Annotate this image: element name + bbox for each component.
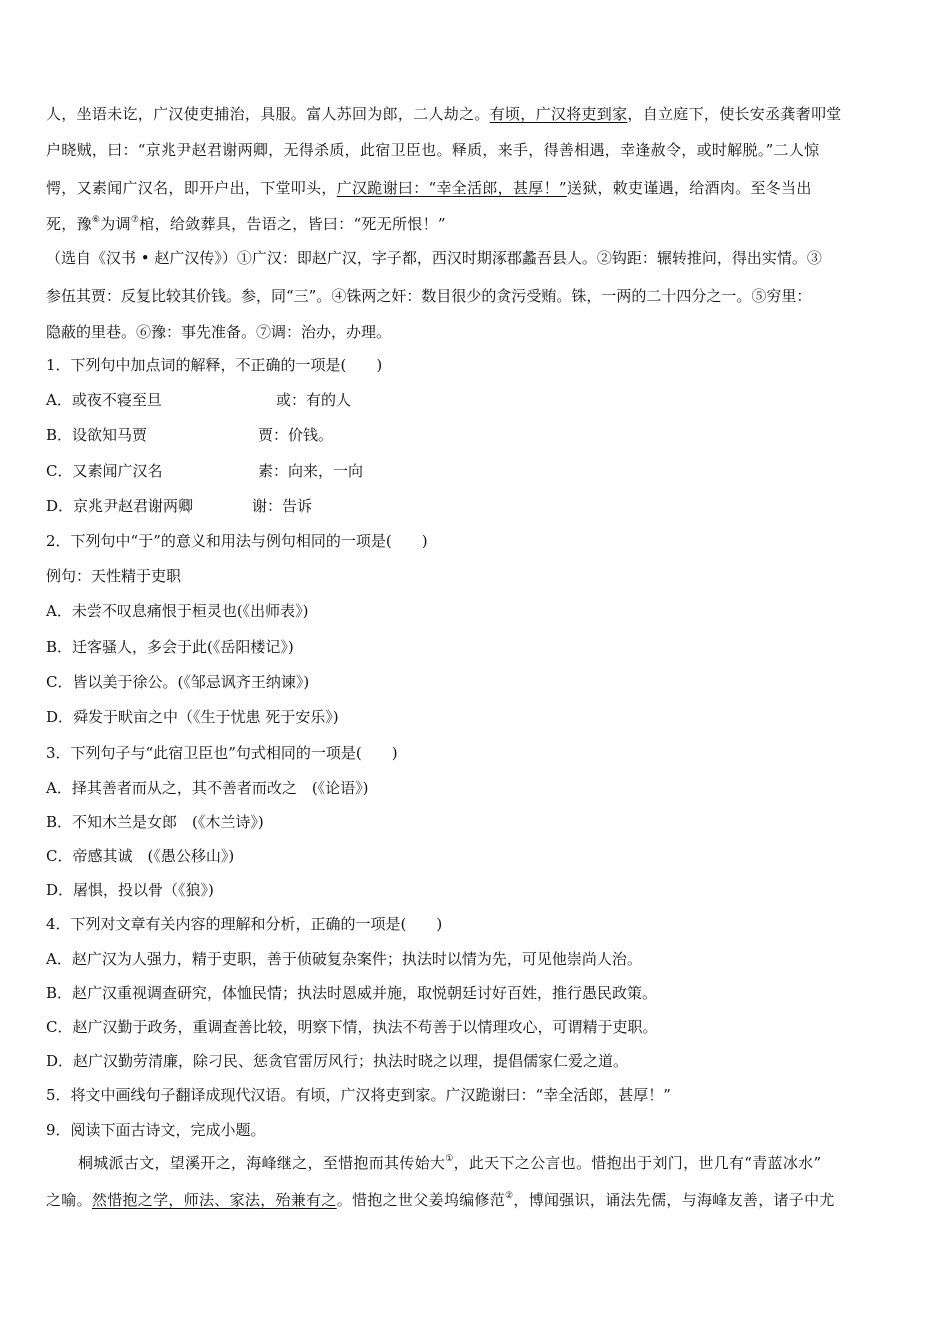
passage-text: ，自立庭下，使长安丞龚奢叩堂 <box>627 105 842 123</box>
notes-line-3: 隐蔽的里巷。⑥豫：事先准备。⑦调：治办，办理。 <box>46 323 392 341</box>
q3-option-c: C．帝感其诚 (《愚公移山》) <box>46 847 235 865</box>
passage-text: 送狱，敕吏谨遇，给酒肉。至冬当出 <box>566 179 812 197</box>
question-2-stem: 2．下列句中“于”的意义和用法与例句相同的一项是( ) <box>46 532 428 550</box>
passage-text: 之喻。 <box>46 1191 92 1209</box>
notes-line-1: （选自《汉书 • 赵广汉传》）①广汉：即赵广汉，字子都，西汉时期涿郡蠡吾县人。②钩距：辗转推问，得出实情。③ <box>46 249 822 267</box>
q1-option-d-gloss: 谢：告诉 <box>252 497 313 515</box>
q2-option-c: C．皆以美于徐公。(《邹忌讽齐王纳谏》) <box>46 673 310 691</box>
q4-option-c: C．赵广汉勤于政务，重调查善比较，明察下情，执法不苟善于以情理攻心，可谓精于吏职。 <box>46 1018 658 1036</box>
q1-option-c-gloss: 素：向来，一向 <box>258 462 364 480</box>
passage-text: 。惜抱之世父姜坞编修范 <box>336 1191 506 1209</box>
underlined-sentence: 有顷，广汉将吏到家 <box>489 105 628 123</box>
q4-option-d: D．赵广汉勤劳清廉，除刁民、惩贪官雷厉风行；执法时晓之以理，提倡儒家仁爱之道。 <box>46 1052 629 1070</box>
passage-text: ，此天下之公言也。惜抱出于刘门，世几有“青蓝冰水” <box>453 1154 822 1172</box>
footnote-marker: ① <box>445 1154 454 1164</box>
question-1-stem: 1．下列句中加点词的解释，不正确的一项是( ) <box>46 356 383 374</box>
q2-option-d: D．舜发于畎亩之中（《生于忧患 死于安乐》) <box>46 708 339 726</box>
question-5-stem: 5．将文中画线句子翻译成现代汉语。有顷，广汉将吏到家。广汉跪谢曰：“幸全活郎，甚厚！” <box>46 1086 671 1104</box>
q2-option-a: A．未尝不叹息痛恨于桓灵也(《出师表》) <box>46 602 309 620</box>
question-9-stem: 9．阅读下面古诗文，完成小题。 <box>46 1121 266 1139</box>
q2-option-b: B．迁客骚人，多会于此(《岳阳楼记》) <box>46 638 294 656</box>
passage-text: ，博闻强识，诵法先儒，与海峰友善，诸子中尤 <box>513 1191 835 1209</box>
passage-text: 人，坐语未讫，广汉使吏捕治，具服。富人苏回为郎，二人劫之。 <box>46 105 490 123</box>
notes-line-2: 参伍其贾：反复比较其价钱。参，同“三”。④铢两之奸：数目很少的贪污受贿。铢，一两的二十四分之一。⑤穷里： <box>46 287 812 305</box>
q4-option-b: B．赵广汉重视调查研究，体恤民情；执法时恩威并施，取悦朝廷讨好百姓，推行愚民政策。 <box>46 984 658 1002</box>
question-4-stem: 4．下列对文章有关内容的理解和分析，正确的一项是( ) <box>46 915 443 933</box>
q3-option-b: B．不知木兰是女郎 (《木兰诗》) <box>46 813 264 831</box>
q9-passage-line-1 <box>78 1153 821 1173</box>
q1-option-d: D．京兆尹赵君谢两卿 <box>46 497 194 515</box>
q1-option-b: B．设欲知马贾 <box>46 426 148 444</box>
passage-line-4 <box>46 214 446 234</box>
question-3-stem: 3．下列句子与“此宿卫臣也”句式相同的一项是( ) <box>46 744 398 762</box>
q3-option-a: A．择其善者而从之，其不善者而改之 (《论语》) <box>46 779 369 797</box>
underlined-sentence: 广汉跪谢曰：“幸全活郎，甚厚！” <box>336 179 567 197</box>
passage-line-3 <box>46 178 812 198</box>
footnote-marker: ② <box>505 1191 514 1201</box>
q1-option-a: A．或夜不寝至旦 <box>46 391 162 409</box>
passage-line-1 <box>46 104 842 124</box>
underlined-sentence: 然惜抱之学，师法、家法，殆兼有之 <box>91 1191 337 1209</box>
q4-option-a: A．赵广汉为人强力，精于吏职，善于侦破复杂案件；执法时以情为先，可见他崇尚人治。 <box>46 950 642 968</box>
question-2-example: 例句：天性精于吏职 <box>46 567 182 585</box>
passage-text: 死，豫 <box>46 215 92 233</box>
footnote-marker: ⑥ <box>91 215 101 225</box>
passage-text: 为调 <box>100 215 131 233</box>
passage-text: 愕，又素闻广汉名，即开户出，下堂叩头， <box>46 179 337 197</box>
q1-option-a-gloss: 或：有的人 <box>276 391 352 409</box>
q1-option-c: C．又素闻广汉名 <box>46 462 163 480</box>
q9-passage-line-2 <box>46 1190 835 1210</box>
passage-text: 桐城派古文，望溪开之，海峰继之，至惜抱而其传始大 <box>78 1154 446 1172</box>
passage-line-2: 户晓贼，曰：“京兆尹赵君谢两卿，无得杀质，此宿卫臣也。释质，来手，得善相遇，幸逢赦令，或时解脱。”二人惊 <box>46 141 820 159</box>
q3-option-d: D．屠惧，投以骨（《狼》) <box>46 881 214 899</box>
q1-option-b-gloss: 贾：价钱。 <box>258 426 334 444</box>
footnote-marker: ⑦ <box>130 215 140 225</box>
passage-text: 棺，给敛葬具，告语之，皆曰：“死无所恨！” <box>139 215 446 233</box>
